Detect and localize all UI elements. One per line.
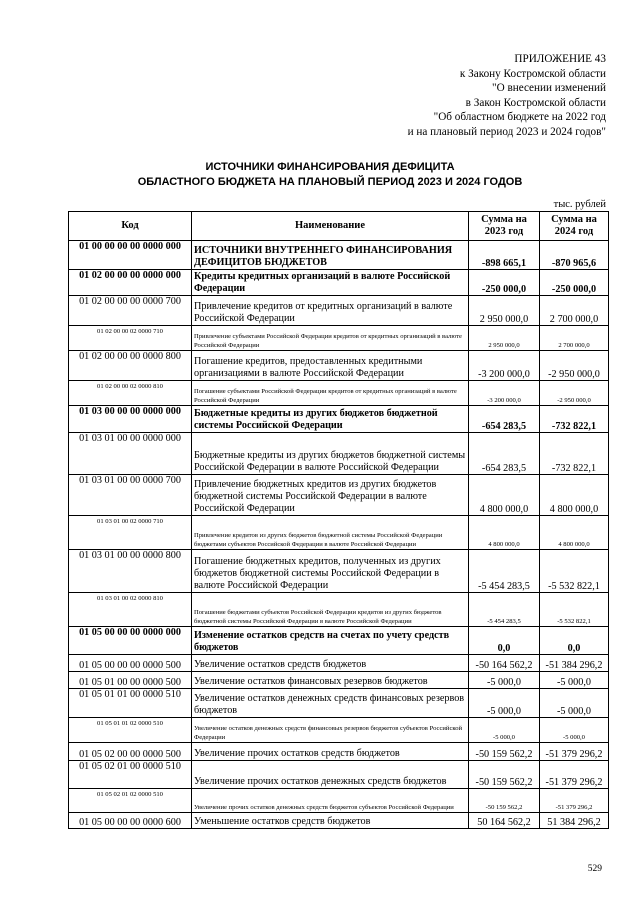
row-name: Увеличение остатков средств бюджетов: [192, 655, 469, 672]
row-value-2024: 2 700 000,0: [540, 326, 609, 351]
row-value-2023: -3 200 000,0: [469, 381, 540, 406]
appendix-header: [346, 52, 606, 140]
row-value-2024: -5 000,0: [540, 718, 609, 743]
table-row: [69, 689, 609, 718]
appendix-line: ПРИЛОЖЕНИЕ 43: [514, 53, 606, 65]
row-name: Изменение остатков средств на счетах по учету средств бюджетов: [192, 627, 469, 655]
row-value-2023: -50 164 562,2: [469, 655, 540, 672]
row-code: 01 03 01 00 02 0000 710: [69, 516, 192, 550]
row-value-2023: -898 665,1: [469, 241, 540, 270]
title-line-2: ОБЛАСТНОГО БЮДЖЕТА НА ПЛАНОВЫЙ ПЕРИОД 2023 И 2024 ГОДОВ: [137, 176, 523, 188]
row-value-2024: -870 965,6: [540, 241, 609, 270]
row-code: 01 02 00 00 02 0000 710: [69, 326, 192, 351]
row-value-2023: -654 283,5: [469, 406, 540, 433]
row-code: 01 02 00 00 00 0000 000: [69, 270, 192, 296]
table-row: [69, 672, 609, 689]
row-value-2023: -5 000,0: [469, 718, 540, 743]
appendix-line: "О внесении изменений: [492, 82, 606, 95]
row-code: 01 03 00 00 00 0000 000: [69, 406, 192, 433]
row-value-2023: -5 454 283,5: [469, 550, 540, 593]
table-row: [69, 351, 609, 381]
row-value-2024: -51 379 296,2: [540, 743, 609, 761]
row-code: 01 05 00 00 00 0000 000: [69, 627, 192, 655]
row-value-2023: 50 164 562,2: [469, 813, 540, 829]
row-code: 01 05 02 01 02 0000 510: [69, 789, 192, 813]
row-name: Привлечение субъектами Российской Федерации кредитов от кредитных организаций в валюте Российской Федерации: [192, 326, 469, 351]
appendix-line: и на плановый период 2023 и 2024 годов": [407, 125, 606, 138]
row-value-2023: -654 283,5: [469, 433, 540, 475]
row-value-2024: -2 950 000,0: [540, 381, 609, 406]
row-value-2024: 2 700 000,0: [540, 296, 609, 326]
table-row: [69, 655, 609, 672]
row-name: Привлечение бюджетных кредитов из других бюджетов бюджетной системы Российской Федерации в валюте Российской Федерации: [192, 475, 469, 516]
row-name: Увеличение остатков денежных средств финансовых резервов бюджетов субъектов Российской Федерации: [192, 718, 469, 743]
row-value-2024: -5 000,0: [540, 672, 609, 689]
row-value-2024: -51 384 296,2: [540, 655, 609, 672]
table-header-row: [69, 212, 609, 241]
row-name: Увеличение прочих остатков денежных средств бюджетов: [192, 761, 469, 789]
row-code: 01 02 00 00 00 0000 800: [69, 351, 192, 381]
table-row: [69, 743, 609, 761]
row-name: Погашение субъектами Российской Федерации кредитов от кредитных организаций в валюте Российской Федерации: [192, 381, 469, 406]
row-code: 01 05 01 01 02 0000 510: [69, 718, 192, 743]
table-row: [69, 270, 609, 296]
row-name: ИСТОЧНИКИ ВНУТРЕННЕГО ФИНАНСИРОВАНИЯ ДЕФИЦИТОВ БЮДЖЕТОВ: [192, 241, 469, 270]
column-header-2024: Сумма на 2024 год: [540, 212, 609, 241]
table-row: [69, 550, 609, 593]
unit-label: тыс. рублей: [553, 199, 606, 210]
appendix-line: к Закону Костромской области: [459, 67, 606, 80]
row-value-2023: 2 950 000,0: [469, 296, 540, 326]
document-title: [60, 160, 600, 190]
row-code: 01 05 01 01 00 0000 510: [69, 689, 192, 718]
row-code: 01 03 01 00 00 0000 700: [69, 475, 192, 516]
row-value-2023: -5 000,0: [469, 672, 540, 689]
row-name: Погашение бюджетами субъектов Российской Федерации кредитов из других бюджетов бюджетной системы Российской Федерации в валюте Российской Федерации: [192, 593, 469, 627]
table-row: [69, 789, 609, 813]
row-value-2023: 4 800 000,0: [469, 475, 540, 516]
row-value-2024: -51 379 296,2: [540, 789, 609, 813]
page-number: 529: [587, 864, 602, 874]
row-value-2024: -250 000,0: [540, 270, 609, 296]
table-row: [69, 516, 609, 550]
row-value-2024: 51 384 296,2: [540, 813, 609, 829]
row-code: 01 05 00 00 00 0000 500: [69, 655, 192, 672]
row-name: Погашение кредитов, предоставленных кредитными организациями в валюте Российской Федерации: [192, 351, 469, 381]
row-value-2024: 4 800 000,0: [540, 516, 609, 550]
row-code: 01 03 01 00 00 0000 800: [69, 550, 192, 593]
row-value-2023: -250 000,0: [469, 270, 540, 296]
row-value-2023: -5 454 283,5: [469, 593, 540, 627]
row-name: Увеличение остатков финансовых резервов бюджетов: [192, 672, 469, 689]
table-row: [69, 761, 609, 789]
table-row: [69, 326, 609, 351]
table-row: [69, 433, 609, 475]
row-code: 01 02 00 00 02 0000 810: [69, 381, 192, 406]
row-name: Бюджетные кредиты из других бюджетов бюджетной системы Российской Федерации в валюте Российской Федерации: [192, 433, 469, 475]
row-value-2024: -5 532 822,1: [540, 550, 609, 593]
row-name: Привлечение кредитов из других бюджетов бюджетной системы Российской Федерации бюджетами субъектов Российской Федерации в валюте Российской Федерации: [192, 516, 469, 550]
row-code: 01 05 00 00 00 0000 600: [69, 813, 192, 829]
row-code: 01 05 01 00 00 0000 500: [69, 672, 192, 689]
row-value-2024: -5 000,0: [540, 689, 609, 718]
title-line-1: ИСТОЧНИКИ ФИНАНСИРОВАНИЯ ДЕФИЦИТА: [205, 161, 455, 173]
row-value-2024: 4 800 000,0: [540, 475, 609, 516]
row-name: Увеличение остатков денежных средств финансовых резервов бюджетов: [192, 689, 469, 718]
sources-table: [68, 211, 609, 829]
row-value-2024: 0,0: [540, 627, 609, 655]
table-row: [69, 813, 609, 829]
appendix-line: "Об областном бюджете на 2022 год: [433, 111, 606, 124]
row-value-2023: -50 159 562,2: [469, 743, 540, 761]
column-header-code: Код: [69, 212, 192, 241]
row-value-2023: 2 950 000,0: [469, 326, 540, 351]
row-code: 01 02 00 00 00 0000 700: [69, 296, 192, 326]
row-value-2024: -2 950 000,0: [540, 351, 609, 381]
table-row: [69, 593, 609, 627]
table-row: [69, 475, 609, 516]
row-value-2024: -5 532 822,1: [540, 593, 609, 627]
row-code: 01 05 02 01 00 0000 510: [69, 761, 192, 789]
row-value-2023: -3 200 000,0: [469, 351, 540, 381]
row-code: 01 00 00 00 00 0000 000: [69, 241, 192, 270]
row-value-2023: 0,0: [469, 627, 540, 655]
row-name: Уменьшение остатков средств бюджетов: [192, 813, 469, 829]
row-name: Увеличение прочих остатков средств бюджетов: [192, 743, 469, 761]
row-value-2024: -51 379 296,2: [540, 761, 609, 789]
row-name: Бюджетные кредиты из других бюджетов бюджетной системы Российской Федерации: [192, 406, 469, 433]
row-name: Увеличение прочих остатков денежных средств бюджетов субъектов Российской Федерации: [192, 789, 469, 813]
row-value-2024: -732 822,1: [540, 406, 609, 433]
column-header-2023: Сумма на 2023 год: [469, 212, 540, 241]
table-row: [69, 296, 609, 326]
row-value-2023: -50 159 562,2: [469, 789, 540, 813]
row-name: Погашение бюджетных кредитов, полученных из других бюджетов бюджетной системы Российской Федерации в валюте Российской Федерации: [192, 550, 469, 593]
row-code: 01 03 01 00 02 0000 810: [69, 593, 192, 627]
row-code: 01 03 01 00 00 0000 000: [69, 433, 192, 475]
row-code: 01 05 02 00 00 0000 500: [69, 743, 192, 761]
column-header-name: Наименование: [192, 212, 469, 241]
appendix-line: в Закон Костромской области: [465, 96, 606, 109]
table-row: [69, 718, 609, 743]
table-row: [69, 406, 609, 433]
row-name: Привлечение кредитов от кредитных организаций в валюте Российской Федерации: [192, 296, 469, 326]
row-value-2024: -732 822,1: [540, 433, 609, 475]
row-name: Кредиты кредитных организаций в валюте Российской Федерации: [192, 270, 469, 296]
row-value-2023: -5 000,0: [469, 689, 540, 718]
table-row: [69, 381, 609, 406]
table-row: [69, 627, 609, 655]
row-value-2023: 4 800 000,0: [469, 516, 540, 550]
table-row: [69, 241, 609, 270]
row-value-2023: -50 159 562,2: [469, 761, 540, 789]
